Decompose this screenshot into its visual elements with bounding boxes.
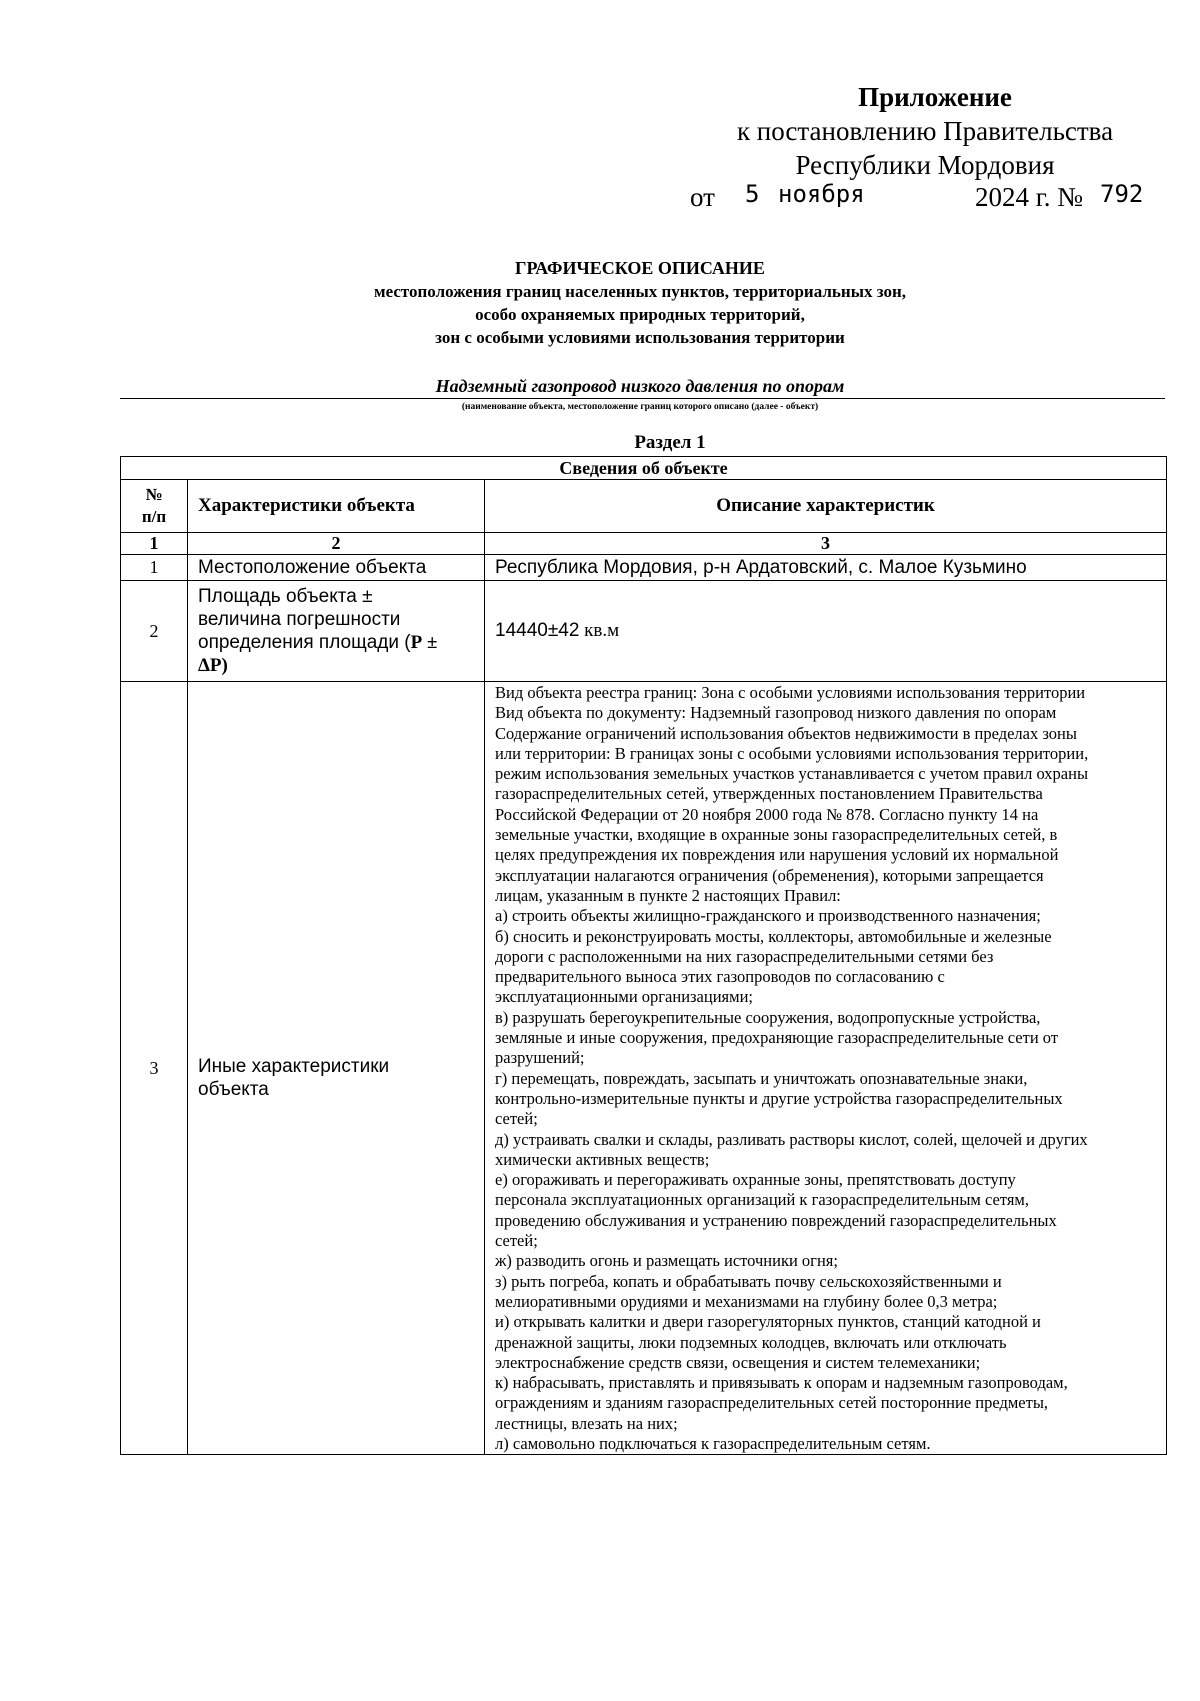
table-title: Сведения об объекте [121,457,1167,480]
description-line: д) устраивать свалки и склады, разливать растворы кислот, солей, щелочей и других [495,1129,1088,1149]
characteristic-line-text: определения площади ( [198,632,411,653]
description-line: проведению обслуживания и устранению повреждений газораспределительных [495,1210,1057,1230]
decree-number: 792 [1100,180,1144,208]
date-day: 5 [745,180,760,208]
description-line: л) самовольно подключаться к газораспределительным сетям. [495,1433,931,1453]
description-line: а) строить объекты жилищно-гражданского и производственного назначения; [495,906,1041,926]
table-row [121,682,1167,1455]
description-line: з) рыть погреба, копать и обрабатывать почву сельскохозяйственными и [495,1271,1002,1291]
characteristic-line: ΔР) [198,655,228,676]
description-line: режим использования земельных участков устанавливается с учетом правил охраны [495,764,1089,784]
appendix-line-2: Республики Мордовия [795,150,1055,180]
appendix-title: Приложение [858,82,1012,112]
row-description: Республика Мордовия, р-н Ардатовский, с. Малое Кузьмино [485,555,1167,581]
description-line: электроснабжение средств связи, освещения и систем телемеханики; [495,1352,981,1372]
area-value: 14440±42 [495,620,580,641]
description-line: газораспределительных сетей, утвержденных постановлением Правительства [495,784,1043,804]
description-line: к) набрасывать, приставлять и привязывать к опорам и надземным газопроводам, [495,1373,1068,1393]
characteristic-line: Площадь объекта ± [198,586,373,607]
description-line: целях предупреждения их повреждения или нарушения условий их нормальной [495,845,1059,865]
header-characteristics: Характеристики объекта [188,480,485,533]
document-title: ГРАФИЧЕСКОЕ ОПИСАНИЕ [515,258,765,278]
description-line: б) сносить и реконструировать мосты, коллекторы, автомобильные и железные [495,926,1052,946]
object-name-underline [120,398,1165,399]
row-number: 3 [121,682,188,1455]
description-line: г) перемещать, повреждать, засыпать и уничтожать опознавательные знаки, [495,1068,1028,1088]
characteristic-line: величина погрешности [198,609,401,630]
date-month: ноября [778,180,865,208]
heading-line-3: зон с особыми условиями использования территории [435,328,845,347]
description-line: мелиоративными орудиями и механизмами на глубину более 0,3 метра; [495,1291,998,1311]
characteristic-line [198,631,484,654]
column-number-2: 2 [188,533,485,555]
description-line: ограждениям и зданиям газораспределительных сетей посторонние предметы, [495,1393,1049,1413]
heading-line-2: особо охраняемых природных территорий, [475,305,805,324]
row-description [485,682,1167,1455]
characteristic-line: объекта [198,1079,269,1101]
row-characteristic: Местоположение объекта [188,555,485,581]
object-name: Надземный газопровод низкого давления по опорам [435,376,845,396]
heading-line-1: местоположения границ населенных пунктов, территориальных зон, [374,282,906,301]
description-line: дренажной защиты, люки подземных колодцев, включать или отключать [495,1332,1007,1352]
appendix-date-line [690,182,1160,216]
header-number-label: № п/п [141,485,167,526]
description-line: ж) разводить огонь и размещать источники огня; [495,1251,838,1271]
row-characteristic [188,682,485,1455]
description-line: или территории: В границах зоны с особыми условиями использования территории, [495,743,1089,763]
column-number-1: 1 [121,533,188,555]
date-year: 2024 г. № [975,182,1084,212]
description-line: в) разрушать берегоукрепительные сооружения, водопропускные устройства, [495,1007,1041,1027]
characteristic-line-bold: Р ± [410,632,438,653]
description-line: эксплуатации налагаются ограничения (обременения), которыми запрещается [495,865,1044,885]
appendix-line-1: к постановлению Правительства [736,116,1114,146]
area-unit: кв.м [579,620,620,641]
object-info-table [120,456,1167,1455]
row-number: 2 [121,581,188,682]
object-name-caption: (наименование объекта, местоположение границ которого описано (далее - объект) [461,402,819,412]
description-line: Вид объекта по документу: Надземный газопровод низкого давления по опорам [495,703,1057,723]
section-title: Раздел 1 [634,432,706,453]
description-line: эксплуатационными организациями; [495,987,753,1007]
description-line: Содержание ограничений использования объектов недвижимости в пределах зоны [495,723,1077,743]
description-line: разрушений; [495,1048,585,1068]
description-line: Российской Федерации от 20 ноября 2000 года № 878. Согласно пункту 14 на [495,804,1039,824]
document-heading [120,256,1160,349]
row-description [485,581,1167,682]
table-row [121,555,1167,581]
description-line: Вид объекта реестра границ: Зона с особыми условиями использования территории [495,683,1086,702]
description-line: и) открывать калитки и двери газорегуляторных пунктов, станций катодной и [495,1312,1041,1332]
description-line: лицам, указанным в пункте 2 настоящих Правил: [495,885,841,905]
description-line: сетей; [495,1109,538,1129]
description-line: персонала эксплуатационных организаций к газораспределительным сетям, [495,1190,1029,1210]
column-number-3: 3 [485,533,1167,555]
header-description: Описание характеристик [485,480,1167,533]
header-number [121,480,188,533]
description-line: лестницы, влезать на них; [495,1413,678,1433]
description-line: земельные участки, входящие в охранные зоны газораспределительных сетей, в [495,825,1058,845]
description-line: дороги с расположенными на них газораспределительными сетями без [495,946,994,966]
characteristic-line: Иные характеристики [198,1056,390,1078]
description-line: контрольно-измерительные пункты и другие устройства газораспределительных [495,1088,1063,1108]
row-number: 1 [121,555,188,581]
description-line: земляные и иные сооружения, предохраняющие газораспределительные сети от [495,1028,1059,1048]
appendix-header [690,80,1160,216]
date-prefix: от [690,182,715,212]
description-line: сетей; [495,1231,538,1251]
table-row [121,581,1167,682]
description-line: химически активных веществ; [495,1149,710,1169]
description-line: предварительного выноса этих газопроводов по согласованию с [495,967,945,987]
description-line: е) огораживать и перегораживать охранные зоны, препятствовать доступу [495,1170,1016,1190]
row-characteristic [188,581,485,682]
